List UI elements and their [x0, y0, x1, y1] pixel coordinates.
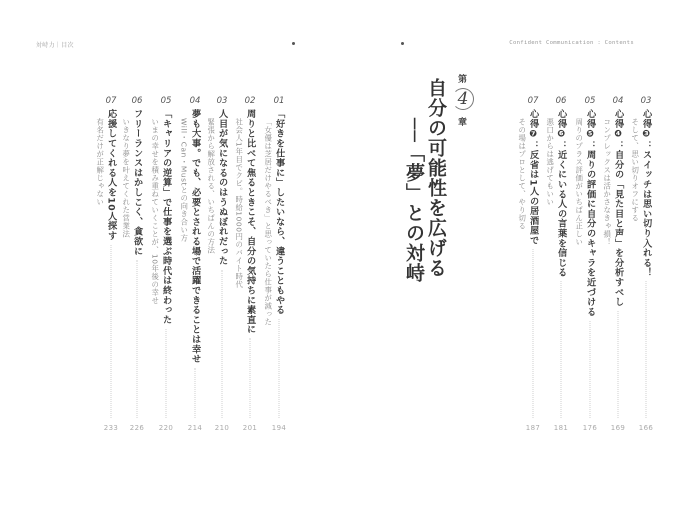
dot-leader: [137, 260, 138, 418]
entry-title-link[interactable]: 心得❼：反省は1人の居酒屋で: [527, 109, 539, 246]
entry-title-link[interactable]: フリーランスはかしこく、貪欲に: [131, 109, 143, 256]
entry-number: 03: [216, 96, 228, 106]
dot-leader: [618, 311, 619, 418]
dot-leader: [166, 329, 167, 418]
entry-subtitle: 悪口からは逃げてもいい: [545, 118, 555, 206]
page-number[interactable]: 233: [103, 424, 119, 432]
entry-number: 04: [612, 96, 624, 106]
entry-title-link[interactable]: 心得❻：近くにいる人の言葉を信じる: [555, 109, 567, 278]
page-number[interactable]: 181: [553, 424, 569, 432]
entry-number: 06: [555, 96, 567, 106]
entry-subtitle: 有名だけが正解じゃない: [95, 118, 105, 206]
chapter-suffix: 章: [458, 118, 468, 128]
entry-subtitle: 緊張から解放される、いちばんの方法: [206, 118, 216, 254]
dot-leader: [111, 245, 112, 418]
spine-dot-left: [292, 42, 295, 45]
page-number[interactable]: 194: [271, 424, 287, 432]
page-number[interactable]: 166: [638, 424, 654, 432]
chapter-prefix: 第: [458, 75, 468, 85]
dot-leader: [195, 368, 196, 418]
entry-subtitle: コンプレックスは活かさなきゃ損！: [602, 118, 612, 246]
dot-leader: [533, 249, 534, 418]
entry-number: 05: [584, 96, 596, 106]
dot-leader: [590, 321, 591, 418]
entry-number: 03: [640, 96, 652, 106]
dot-leader: [222, 270, 223, 418]
entry-title-link[interactable]: 心得❺：周りの評価に自分のキャラを近づける: [584, 109, 596, 317]
entry-title-link[interactable]: 心得❹：自分の「見た目と声」を分析すべし: [612, 109, 624, 307]
chapter-number-badge: 4: [452, 88, 474, 110]
page-number[interactable]: 176: [582, 424, 598, 432]
entry-subtitle: 「女優は芝居だけやるべき」と思っていたら仕事が減った: [263, 118, 273, 326]
page-number[interactable]: 201: [242, 424, 258, 432]
entry-subtitle: そして、思い切りオフにする: [630, 118, 640, 222]
dot-leader: [279, 319, 280, 418]
page-number[interactable]: 210: [214, 424, 230, 432]
entry-number: 02: [244, 96, 256, 106]
entry-subtitle: Will・Can・Mustとの向き合い方: [179, 118, 189, 243]
entry-number: 07: [105, 96, 117, 106]
entry-title-link[interactable]: 「キャリアの逆算」で仕事を選ぶ時代は終わった: [160, 109, 172, 325]
entry-subtitle: いきなり夢を叶えてくれた営業法: [121, 118, 131, 238]
entry-subtitle: 周りのプラス評価がいちばん正しい: [574, 118, 584, 246]
entry-subtitle: 社会人1年目でクビ。時給1000円のバイト時代: [234, 118, 244, 289]
page-number[interactable]: 187: [525, 424, 541, 432]
page-number[interactable]: 214: [187, 424, 203, 432]
chapter-heading: [404, 68, 484, 348]
entry-number: 07: [527, 96, 539, 106]
entry-title-link[interactable]: 夢も大事。でも、必要とされる場で活躍できることは幸せ: [189, 109, 201, 364]
spine-dot-right: [401, 42, 404, 45]
entry-number: 01: [273, 96, 285, 106]
entry-subtitle: その場はプロとして、やり切る: [517, 118, 527, 230]
chapter-title-line1: 自分の可能性を広げる: [425, 78, 447, 278]
entry-title-link[interactable]: 応援してくれる人を10人探す: [105, 109, 117, 241]
entry-number: 04: [189, 96, 201, 106]
running-head-right: Confident Communication : Contents: [509, 40, 634, 46]
page-number[interactable]: 169: [610, 424, 626, 432]
entry-title-link[interactable]: 周りと比べて焦るときこそ、自分の気持ちに素直に: [244, 109, 256, 335]
dot-leader: [250, 338, 251, 418]
running-head-left: 対峙力｜目次: [36, 42, 74, 49]
entry-number: 06: [131, 96, 143, 106]
dot-leader: [646, 281, 647, 418]
chapter-title-line2: ──「夢」との対峙: [403, 118, 425, 283]
entry-number: 05: [160, 96, 172, 106]
dot-leader: [561, 281, 562, 418]
entry-title-link[interactable]: 「好きを仕事に」したいなら、違うこともやる: [273, 109, 285, 315]
entry-title-link[interactable]: 心得❸：スイッチは思い切り入れる！: [640, 109, 652, 278]
page-number[interactable]: 226: [129, 424, 145, 432]
page-number[interactable]: 220: [158, 424, 174, 432]
entry-title-link[interactable]: 人目が気になるのはうぬぼれだった: [216, 109, 228, 266]
entry-subtitle: いまの幸せを積み重ねていくことが、10年後の幸せ: [150, 118, 160, 305]
